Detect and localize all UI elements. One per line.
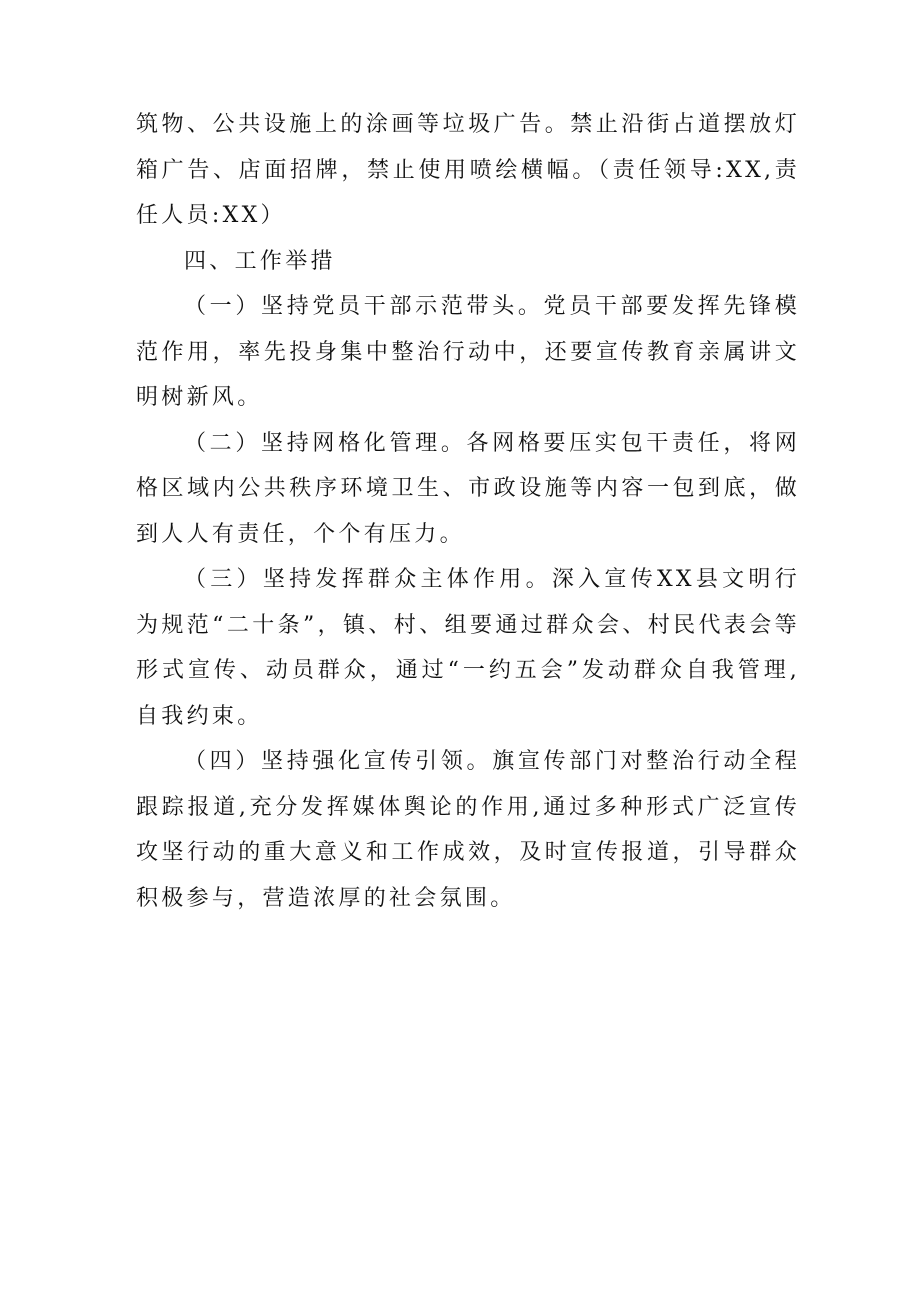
section-heading-work-measures: 四、工作举措 xyxy=(184,248,336,274)
measure-item-4: （四）坚持强化宣传引领。旗宣传部门对整治行动全程跟踪报道,充分发挥媒体舆论的作用,通过多种形式广泛宣传攻坚行动的重大意义和工作成效，及时宣传报道，引导群众积极参与，营造浓厚的社会氛围。 xyxy=(136,749,800,911)
document-body xyxy=(136,102,800,921)
measure-item-1: （一）坚持党员干部示范带头。党员干部要发挥先锋模范作用，率先投身集中整治行动中，还要宣传教育亲属讲文明树新风。 xyxy=(136,294,800,410)
continuation-paragraph: 筑物、公共设施上的涂画等垃圾广告。禁止沿街占道摆放灯箱广告、店面招牌，禁止使用喷绘横幅。（责任领导:XX,责任人员:XX） xyxy=(136,112,800,228)
measure-item-3: （三）坚持发挥群众主体作用。深入宣传XX县文明行为规范“二十条”，镇、村、组要通过群众会、村民代表会等形式宣传、动员群众，通过“一约五会”发动群众自我管理,自我约束。 xyxy=(136,567,800,729)
measure-item-2: （二）坚持网格化管理。各网格要压实包干责任，将网格区域内公共秩序环境卫生、市政设施等内容一包到底，做到人人有责任，个个有压力。 xyxy=(136,430,800,547)
